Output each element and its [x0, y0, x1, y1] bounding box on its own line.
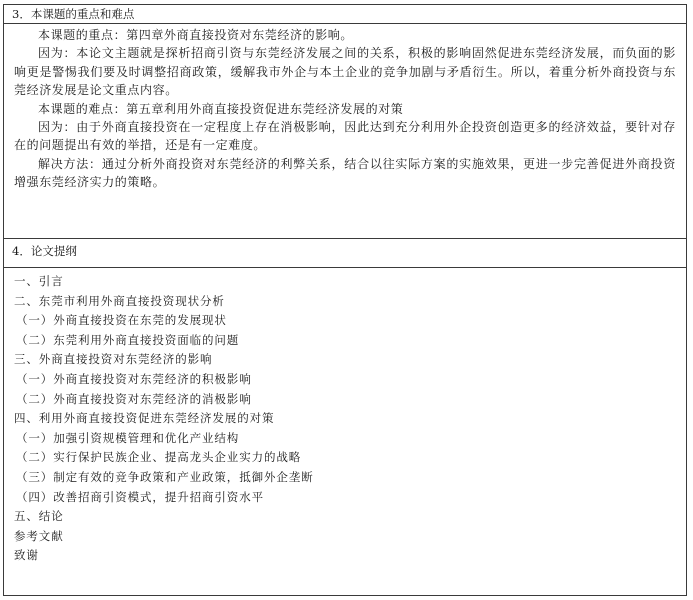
section3-bottom-divider: [4, 238, 686, 239]
outline-item: 三、外商直接投资对东莞经济的影响: [14, 352, 213, 367]
outline-item: 一、引言: [14, 274, 64, 288]
section3-heading-divider: [4, 23, 686, 24]
key-point-paragraph: 本课题的重点：第四章外商直接投资对东莞经济的影响。: [38, 28, 354, 42]
outline-item: 五、结论: [14, 509, 64, 524]
outline-item: 参考文献: [14, 528, 64, 543]
section4-heading: 4．论文提纲: [12, 244, 77, 258]
outline-item: （一）外商直接投资对东莞经济的积极影响: [16, 371, 252, 386]
outline-item: 致谢: [14, 548, 39, 563]
outline-item: （四）改善招商引资模式，提升招商引资水平: [16, 489, 264, 504]
outline-item: （二）东莞利用外商直接投资面临的问题: [16, 332, 240, 347]
solution-paragraph: 解决方法：通过分析外商投资对东莞经济的利弊关系，结合以往实际方案的实施效果，更进一步完善促进外商投资增强东莞经济实力的策略。: [14, 156, 676, 190]
section4-heading-divider: [4, 267, 686, 268]
key-point-reason-paragraph: 因为：本论文主题就是探析招商引资与东莞经济发展之间的关系，积极的影响固然促进东莞经济发展，而负面的影响更是警惕我们要及时调整招商政策，缓解我市外企与本土企业的竞争加剧与矛盾衍生。所以，着重分析外商投资与东莞经济发展是论文重点内容。: [14, 46, 676, 98]
outline-item: 四、利用外商直接投资促进东莞经济发展的对策: [14, 411, 275, 426]
outline-item: （二）外商直接投资对东莞经济的消极影响: [16, 391, 252, 406]
outline-item: （二）实行保护民族企业、提高龙头企业实力的战略: [16, 450, 302, 465]
section3-body: [4, 26, 686, 192]
section3-heading: 3．本课题的重点和难点: [12, 7, 135, 21]
outline-item: （三）制定有效的竞争政策和产业政策，抵御外企垄断: [16, 469, 314, 484]
difficulty-paragraph: 本课题的难点：第五章利用外商直接投资促进东莞经济发展的对策: [38, 101, 404, 116]
thesis-outline: [4, 272, 686, 566]
outline-item: （一）加强引资规模管理和优化产业结构: [16, 430, 240, 445]
proposal-table: [3, 4, 687, 596]
difficulty-reason-paragraph: 因为：由于外商直接投资在一定程度上存在消极影响，因此达到充分利用外企投资创造更多的经济效益，要针对存在的问题提出有效的举措，还是有一定难度。: [14, 120, 676, 153]
outline-item: （一）外商直接投资在东莞的发展现状: [16, 313, 227, 328]
outline-item: 二、东莞市利用外商直接投资现状分析: [14, 293, 225, 308]
